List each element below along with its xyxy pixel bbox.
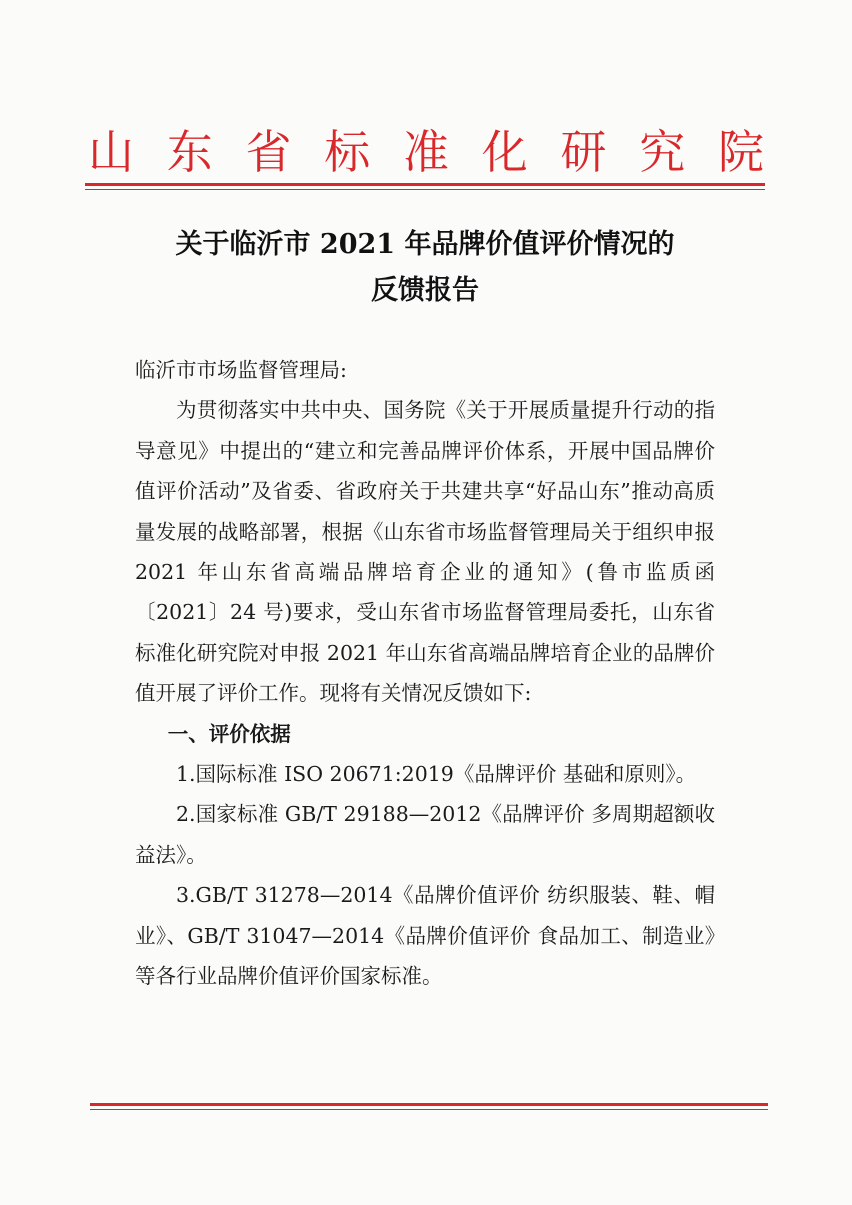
footer-divider [90,1103,768,1110]
letterhead-char: 化 [481,125,528,179]
letterhead-char: 究 [639,125,686,179]
document-body [135,350,715,997]
section-heading-basis: 一、评价依据 [167,721,291,746]
letterhead-char: 山 [88,125,134,179]
document-title-line1: 关于临沂市 2021 年品牌价值评价情况的 [175,229,675,260]
letterhead-char: 院 [718,125,764,179]
basis-item-3: 3.GB/T 31278—2014《品牌价值评价 纺织服装、鞋、帽业》、GB/T 31047—2014《品牌价值评价 食品加工、制造业》等各行业品牌价值评价国家标准。 [135,883,715,989]
basis-item-1: 1.国际标准 ISO 20671:2019《品牌评价 基础和原则》。 [176,762,697,787]
letterhead-char: 标 [324,125,371,179]
document-title [85,222,765,314]
salutation: 临沂市市场监督管理局: [135,358,347,382]
intro-paragraph: 为贯彻落实中共中央、国务院《关于开展质量提升行动的指导意见》中提出的“建立和完善品牌评价体系，开展中国品牌价值评价活动”及省委、省政府关于共建共享“好品山东”推动高质量发展的战略部署，根据《山东省市场监督管理局关于组织申报 2021 年山东省高端品牌培育企业的通知》(鲁市监质函〔2021〕24 号)要求，受山东省市场监督管理局委托，山东省标准化研究院对申报 2021 年山东省高端品牌培育企业的品牌价值开展了评价工作。现将有关情况反馈如下: [135,398,715,706]
letterhead-char: 东 [166,125,213,179]
basis-item-2: 2.国家标准 GB/T 29188—2012《品牌评价 多周期超额收益法》。 [135,802,715,867]
letterhead-char: 研 [560,125,607,179]
letterhead-org-name [88,116,764,182]
letterhead-char: 省 [245,125,292,179]
document-title-line2: 反馈报告 [371,275,479,306]
letterhead-divider [85,183,765,190]
letterhead-char: 准 [403,125,449,179]
